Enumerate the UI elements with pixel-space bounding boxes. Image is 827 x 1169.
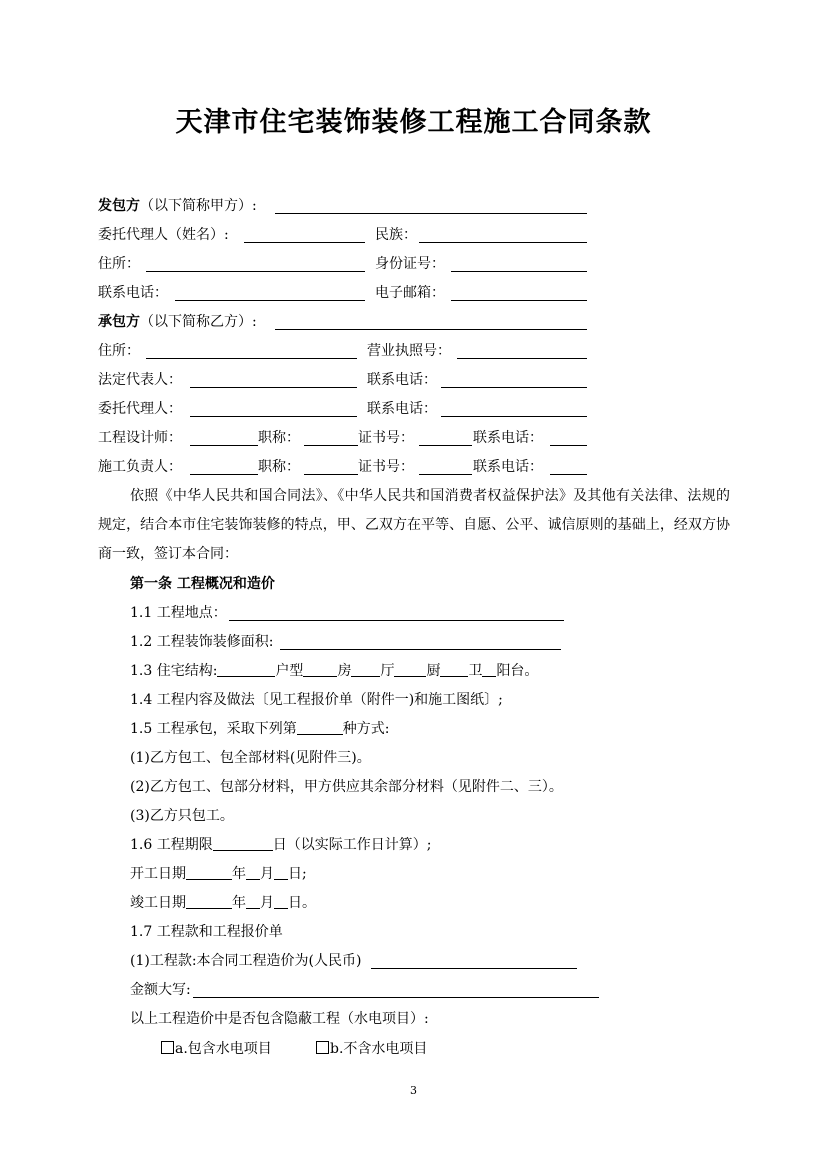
manager-blank[interactable] <box>190 459 258 475</box>
item-1-5-suffix: 种方式: <box>342 721 390 737</box>
designer-cert-blank[interactable] <box>419 430 472 446</box>
item-1-2-blank[interactable] <box>280 634 561 650</box>
party-a-ethnicity-label: 民族： <box>375 227 417 243</box>
option-3: (3)乙方只包工。 <box>130 808 234 824</box>
party-a-id-blank[interactable] <box>451 256 587 272</box>
designer-contact-blank[interactable] <box>550 430 587 446</box>
type-blank[interactable] <box>217 661 275 677</box>
party-a-address-blank[interactable] <box>146 256 365 272</box>
method-blank[interactable] <box>297 719 343 735</box>
party-b-address-blank[interactable] <box>146 343 357 359</box>
checkbox-b[interactable] <box>316 1041 329 1054</box>
designer-label: 工程设计师： <box>98 430 182 446</box>
party-a-email-label: 电子邮箱： <box>375 285 445 301</box>
article-1-heading: 第一条 工程概况和造价 <box>130 576 275 592</box>
start-day-blank[interactable] <box>274 864 288 880</box>
party-b-label-rest: （以下简称乙方）: <box>140 314 257 330</box>
party-a-agent-blank[interactable] <box>244 227 365 243</box>
party-b-legal-rep-blank[interactable] <box>190 372 357 388</box>
item-1-3-prefix: 1.3 住宅结构: <box>130 663 218 679</box>
kitchen-blank[interactable] <box>394 661 426 677</box>
party-a-line <box>98 196 257 216</box>
party-b-name-blank[interactable] <box>275 314 587 330</box>
manager-cert-label: 证书号： <box>358 459 414 475</box>
amount-words-blank[interactable] <box>193 982 599 998</box>
end-year-blank[interactable] <box>186 893 232 909</box>
item-1-7: 1.7 工程款和工程报价单 <box>130 924 283 940</box>
party-b-phone2-blank[interactable] <box>441 401 587 417</box>
manager-contact-blank[interactable] <box>550 459 587 475</box>
bath-label: 卫 <box>468 663 483 679</box>
item-1-1-blank[interactable] <box>229 605 564 621</box>
option-a-label: a.包含水电项目 <box>175 1041 272 1057</box>
party-b-license-label: 营业执照号： <box>367 343 451 359</box>
designer-title-blank[interactable] <box>304 430 358 446</box>
checkbox-a[interactable] <box>161 1041 174 1054</box>
end-day-blank[interactable] <box>274 893 288 909</box>
party-b-line <box>98 312 257 332</box>
item-1-6-suffix: 日（以实际工作日计算）; <box>272 837 432 853</box>
item-1-3-line <box>130 661 538 681</box>
party-a-ethnicity-blank[interactable] <box>419 227 587 243</box>
option-b-label: b.不含水电项目 <box>330 1041 428 1057</box>
room-blank[interactable] <box>303 661 337 677</box>
item-1-4: 1.4 工程内容及做法〔见工程报价单（附件一)和施工图纸〕; <box>130 692 503 708</box>
end-year-label: 年 <box>232 895 246 911</box>
party-b-phone2-label: 联系电话： <box>367 401 437 417</box>
start-year-blank[interactable] <box>186 864 232 880</box>
room-label: 房 <box>337 663 352 679</box>
party-b-agent-blank[interactable] <box>190 401 357 417</box>
designer-cert-label: 证书号： <box>358 430 414 446</box>
start-date-line <box>130 864 307 884</box>
manager-title-label: 职称： <box>258 459 300 475</box>
option-1: (1)乙方包工、包全部材料(见附件三)。 <box>130 750 371 766</box>
party-b-license-blank[interactable] <box>457 343 587 359</box>
start-year-label: 年 <box>232 866 246 882</box>
party-a-agent-label: 委托代理人（姓名）: <box>98 227 229 243</box>
party-b-phone-blank[interactable] <box>441 372 587 388</box>
item-1-2-label: 1.2 工程装饰装修面积: <box>130 634 274 650</box>
start-day-label: 日; <box>288 866 307 882</box>
duration-blank[interactable] <box>213 835 273 851</box>
start-month-label: 月 <box>260 866 274 882</box>
start-date-label: 开工日期 <box>130 866 186 882</box>
end-day-label: 日。 <box>288 895 316 911</box>
end-date-line <box>130 893 316 913</box>
party-b-phone-label: 联系电话： <box>367 372 437 388</box>
party-a-label-rest: （以下简称甲方）: <box>140 198 257 214</box>
hall-blank[interactable] <box>351 661 380 677</box>
item-1-5-line <box>130 719 389 739</box>
manager-label: 施工负责人： <box>98 459 182 475</box>
option-a[interactable] <box>161 1039 272 1059</box>
party-a-id-label: 身份证号： <box>375 256 445 272</box>
party-b-address-label: 住所： <box>98 343 140 359</box>
designer-contact-label: 联系电话： <box>473 430 543 446</box>
hidden-works-question: 以上工程造价中是否包含隐蔽工程（水电项目）: <box>130 1011 429 1027</box>
party-a-label: 发包方 <box>98 198 140 214</box>
end-date-label: 竣工日期 <box>130 895 186 911</box>
preamble-paragraph: 依照《中华人民共和国合同法》、《中华人民共和国消费者权益保护法》及其他有关法律、法规的规定，结合本市住宅装饰装修的特点，甲、乙双方在平等、自愿、公平、诚信原则的基础上，经双方协商一致，签订本合同： <box>98 488 730 562</box>
party-a-agent-line <box>98 225 229 245</box>
option-2: (2)乙方包工、包部分材料，甲方供应其余部分材料（见附件二、三）。 <box>130 779 563 795</box>
party-a-email-blank[interactable] <box>451 285 587 301</box>
balcony-label: 阳台。 <box>496 663 539 679</box>
page-title: 天津市住宅装饰装修工程施工合同条款 <box>175 107 652 138</box>
party-a-phone-blank[interactable] <box>175 285 365 301</box>
item-1-1-label: 1.1 工程地点： <box>130 605 227 621</box>
end-month-blank[interactable] <box>246 893 260 909</box>
kitchen-label: 厨 <box>426 663 441 679</box>
price-label: (1)工程款:本合同工程造价为(人民币) <box>130 953 362 969</box>
item-1-5-prefix: 1.5 工程承包，采取下列第 <box>130 721 297 737</box>
party-b-agent-label: 委托代理人： <box>98 401 182 417</box>
party-a-phone-label: 联系电话： <box>98 285 168 301</box>
manager-cert-blank[interactable] <box>419 459 472 475</box>
page-number: 3 <box>410 1084 417 1097</box>
start-month-blank[interactable] <box>246 864 260 880</box>
end-month-label: 月 <box>260 895 274 911</box>
type-label: 户型 <box>275 663 304 679</box>
bath-blank[interactable] <box>440 661 468 677</box>
designer-blank[interactable] <box>190 430 258 446</box>
party-b-legal-rep-label: 法定代表人： <box>98 372 182 388</box>
party-b-label: 承包方 <box>98 314 140 330</box>
party-a-address-label: 住所： <box>98 256 140 272</box>
party-a-name-blank[interactable] <box>275 198 587 214</box>
price-blank[interactable] <box>371 953 577 969</box>
item-1-6-line <box>130 835 431 855</box>
balcony-blank[interactable] <box>482 661 496 677</box>
amount-words-label: 金额大写: <box>130 982 191 998</box>
hall-label: 厅 <box>380 663 395 679</box>
manager-title-blank[interactable] <box>304 459 358 475</box>
option-b[interactable] <box>316 1039 427 1059</box>
item-1-6-prefix: 1.6 工程期限 <box>130 837 213 853</box>
designer-title-label: 职称： <box>258 430 300 446</box>
manager-contact-label: 联系电话： <box>473 459 543 475</box>
